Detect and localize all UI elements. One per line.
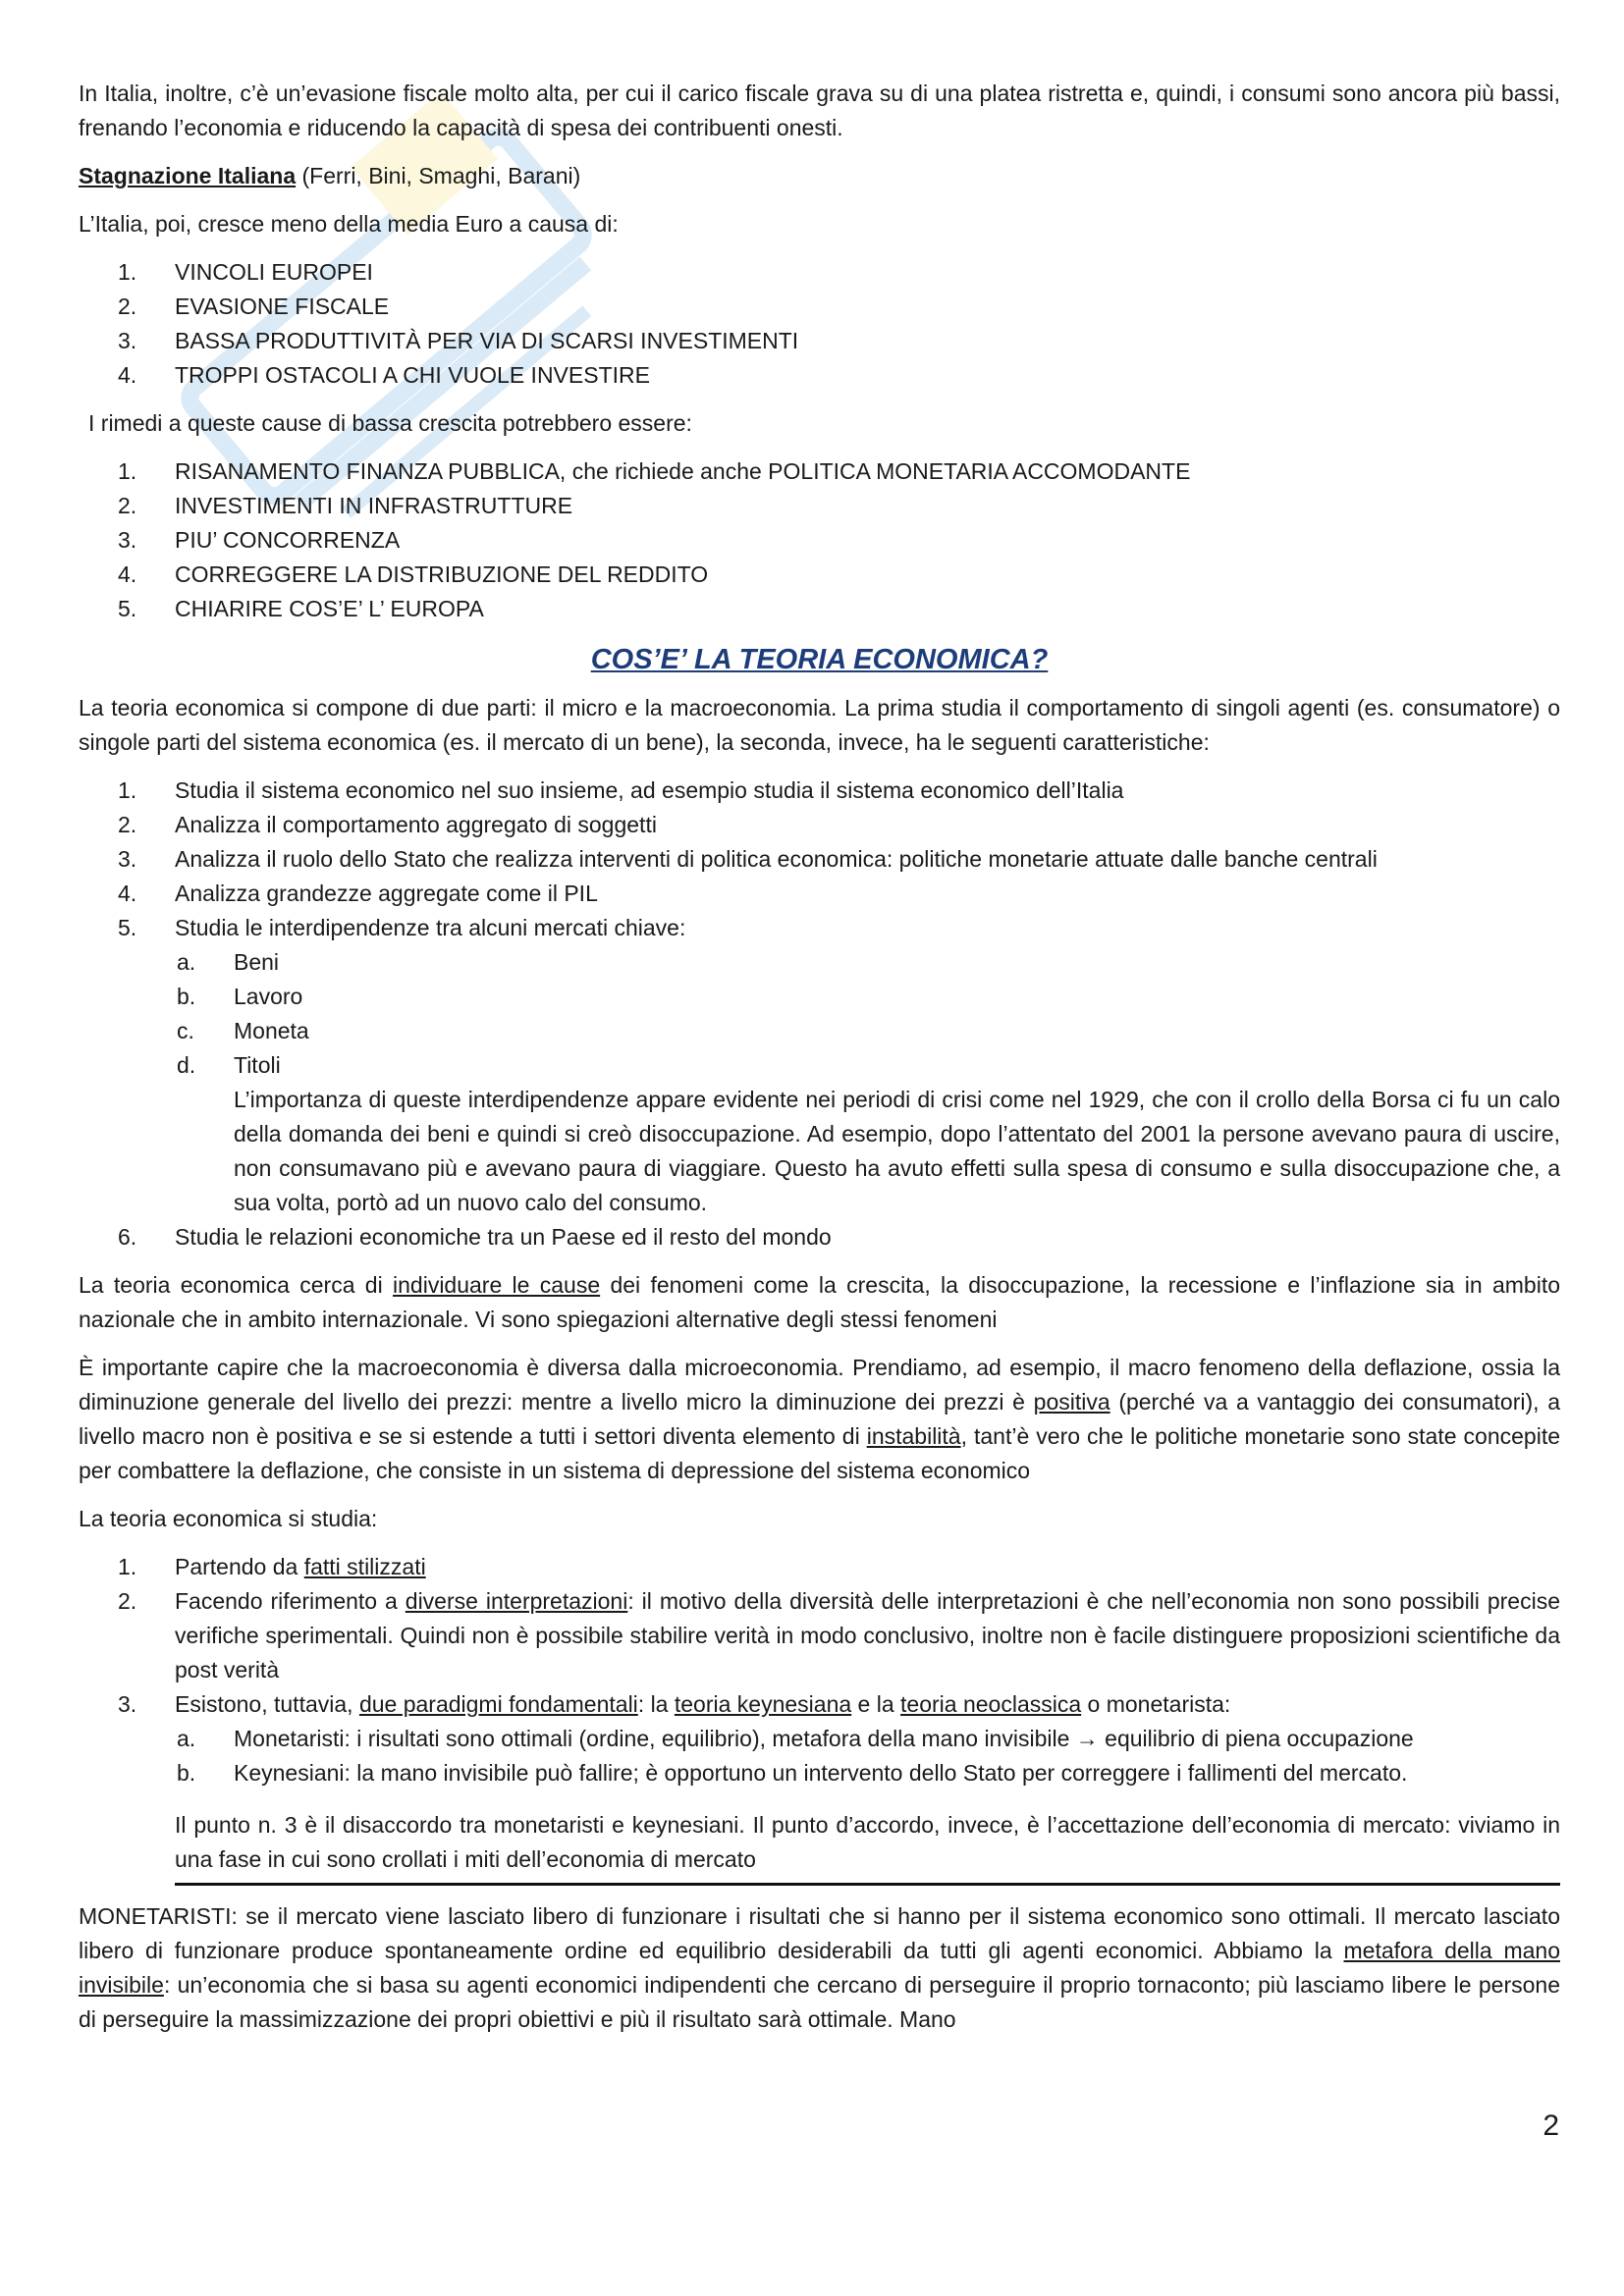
text-run: Keynesiani: la mano invisibile può fallire; è opportuno un intervento dello Stato per correggere i fallimenti del mercato. (234, 1760, 1408, 1786)
list-item (79, 1048, 1560, 1083)
list-item (79, 592, 1560, 626)
list-item-text: BASSA PRODUTTIVITÀ PER VIA DI SCARSI INVESTIMENTI (175, 328, 799, 353)
list-item (79, 324, 1560, 358)
theory-list (79, 774, 1560, 945)
list-letter: b. (177, 984, 196, 1009)
list-number: 4. (118, 362, 137, 388)
text-run: , tant’è vero che le politiche monetarie sono state concepite per combattere la deflazione, che consiste in un sistema di depressione del sistema economico (79, 1423, 1560, 1483)
study-lead: La teoria economica si studia: (79, 1506, 378, 1531)
list-item-text: CORREGGERE LA DISTRIBUZIONE DEL REDDITO (175, 561, 709, 587)
list-item-text: Studia le interdipendenze tra alcuni mercati chiave: (175, 915, 686, 940)
list-item (79, 877, 1560, 911)
underlined-text: teoria keynesiana (674, 1691, 852, 1717)
text-run: : la (637, 1691, 675, 1717)
list-number: 3. (118, 1691, 137, 1717)
list-item-text: EVASIONE FISCALE (175, 294, 390, 319)
list-item-text: Analizza il comportamento aggregato di soggetti (175, 812, 657, 837)
list-item (79, 558, 1560, 592)
text-run: o monetarista: (1081, 1691, 1231, 1717)
study-list (79, 1550, 1560, 1722)
intro-paragraph: In Italia, inoltre, c’è un’evasione fiscale molto alta, per cui il carico fiscale grava su di una platea ristretta e, quindi, i consumi sono ancora più bassi, frenando l’economia e riducendo la capacità di spesa dei contribuenti onesti. (79, 80, 1560, 140)
list-number: 4. (118, 881, 137, 906)
list-item (79, 808, 1560, 842)
text-run: e la (851, 1691, 901, 1717)
list-number: 3. (118, 527, 137, 553)
list-item (79, 911, 1560, 945)
text-run: : un’economia che si basa su agenti economici indipendenti che cercano di perseguire il proprio tornaconto; più lasciamo libere le persone di perseguire la massimizzazione dei propri obiettivi e più il risultato sarà ottimale. Mano (79, 1972, 1560, 2032)
list-item-text: CHIARIRE COS’E’ L’ EUROPA (175, 596, 484, 621)
list-letter: a. (177, 949, 196, 975)
list-letter: c. (177, 1018, 194, 1043)
list-number: 4. (118, 561, 137, 587)
list-letter: d. (177, 1052, 196, 1078)
section-heading: COS’E’ LA TEORIA ECONOMICA? (590, 644, 1049, 675)
list-number: 2. (118, 1588, 137, 1614)
stagnation-title: Stagnazione Italiana (79, 163, 297, 188)
horizontal-rule (175, 1883, 1560, 1886)
list-item-text: INVESTIMENTI IN INFRASTRUTTURE (175, 493, 573, 518)
list-item-text: Lavoro (234, 984, 303, 1009)
list-item-text: Beni (234, 949, 280, 975)
list-number: 6. (118, 1224, 137, 1250)
markets-list (79, 945, 1560, 1083)
arrow-right-icon: → (1075, 1726, 1099, 1751)
text-run: MONETARISTI: se il mercato viene lasciato libero di funzionare i risultati che si hanno per il sistema economico sono ottimali. Il mercato lasciato libero di funzionare produce spontaneamente ordine ed equilibrio desiderabili da tutti gli agenti economici. Abbiamo la (79, 1903, 1560, 1963)
page-number: 2 (1543, 2109, 1559, 2142)
underlined-text: metafora della mano invisibile (79, 1938, 1560, 1998)
stagnation-title-line (79, 159, 1560, 193)
list-item (79, 523, 1560, 558)
paradigms-list (79, 1722, 1560, 1790)
list-item (79, 842, 1560, 877)
text-run: Monetaristi: i risultati sono ottimali (ordine, equilibrio), metafora della mano invisibile (234, 1726, 1076, 1751)
list-item (79, 454, 1560, 489)
causes-list (79, 255, 1560, 393)
list-item (79, 945, 1560, 980)
list-letter: b. (177, 1760, 196, 1786)
text-run: Esistono, tuttavia, (175, 1691, 359, 1717)
text-run: : il motivo della diversità delle interpretazioni è che nell’economia non sono possibili precise verifiche sperimentali. Quindi non è possibile stabilire verità in modo conclusivo, inoltre non è facile distinguere proposizioni scientifiche da post verità (175, 1588, 1560, 1682)
list-number: 1. (118, 777, 137, 803)
list-letter: a. (177, 1726, 196, 1751)
list-item-text: TROPPI OSTACOLI A CHI VUOLE INVESTIRE (175, 362, 650, 388)
list-item-text: VINCOLI EUROPEI (175, 259, 373, 285)
remedies-list (79, 454, 1560, 626)
theory-list-continued (79, 1220, 1560, 1255)
text-run: equilibrio di piena occupazione (1098, 1726, 1414, 1751)
stagnation-authors: (Ferri, Bini, Smaghi, Barani) (296, 163, 581, 188)
list-number: 2. (118, 493, 137, 518)
remedies-lead: I rimedi a queste cause di bassa crescita potrebbero essere: (88, 410, 692, 436)
list-item (79, 1014, 1560, 1048)
underlined-text: teoria neoclassica (900, 1691, 1082, 1717)
list-item-text: RISANAMENTO FINANZA PUBBLICA, che richiede anche POLITICA MONETARIA ACCOMODANTE (175, 458, 1191, 484)
text-run: La teoria economica cerca di (79, 1272, 394, 1298)
list-number: 2. (118, 812, 137, 837)
list-number: 2. (118, 294, 137, 319)
theory-intro: La teoria economica si compone di due parti: il micro e la macroeconomia. La prima studia il comportamento di singoli agenti (es. consumatore) o singole parti del sistema economica (es. il mercato di un bene), la seconda, invece, ha le seguenti caratteristiche: (79, 695, 1560, 755)
list-number: 5. (118, 596, 137, 621)
list-number: 3. (118, 846, 137, 872)
underlined-text: fatti stilizzati (303, 1554, 426, 1579)
list-number: 5. (118, 915, 137, 940)
text-run: Facendo riferimento a (175, 1588, 406, 1614)
list-item-text: PIU’ CONCORRENZA (175, 527, 401, 553)
text-run: (perché va a vantaggio dei consumatori), a livello macro non è positiva e se si estende a tutti i settori diventa elemento di (79, 1389, 1561, 1449)
text-run: È importante capire che la macroeconomia è diversa dalla microeconomia. Prendiamo, ad esempio, il macro fenomeno della deflazione, ossia la diminuzione generale del livello dei prezzi: mentre a livello micro la diminuzione dei prezzi è (79, 1355, 1560, 1415)
list-item-text: Studia le relazioni economiche tra un Paese ed il resto del mondo (175, 1224, 832, 1250)
list-number: 3. (118, 328, 137, 353)
underlined-text: due paradigmi fondamentali (358, 1691, 638, 1717)
list-item-text: Analizza grandezze aggregate come il PIL (175, 881, 598, 906)
underlined-text: instabilità (866, 1423, 961, 1449)
list-item (79, 1756, 1560, 1790)
causes-paragraph (79, 1268, 1560, 1337)
text-run: Partendo da (175, 1554, 304, 1579)
list-item (79, 1220, 1560, 1255)
list-item (79, 489, 1560, 523)
list-item (79, 1550, 1560, 1584)
markets-note: L’importanza di queste interdipendenze appare evidente nei periodi di crisi come nel 1929, che con il crollo della Borsa ci fu un calo della domanda dei beni e quindi si creò disoccupazione. Ad esempio, dopo l’attentato del 2001 la persone avevano paura di uscire, non consumavano più e avevano paura di viaggiare. Questo ha avuto effetti sulla spesa di consumo e sulla disoccupazione che, a sua volta, portò ad un nuovo calo del consumo. (234, 1087, 1560, 1215)
disagreement-note: Il punto n. 3 è il disaccordo tra monetaristi e keynesiani. Il punto d’accordo, invece, è l’accettazione dell’economia di mercato: viviamo in una fase in cui sono crollati i miti dell’economia di mercato (175, 1812, 1560, 1872)
list-item-text: Moneta (234, 1018, 309, 1043)
list-number: 1. (118, 1554, 137, 1579)
underlined-text: positiva (1033, 1389, 1110, 1415)
list-item (79, 358, 1560, 393)
underlined-text: diverse interpretazioni (405, 1588, 628, 1614)
stagnation-lead: L’Italia, poi, cresce meno della media Euro a causa di: (79, 211, 619, 237)
list-item (79, 774, 1560, 808)
list-item (79, 1687, 1560, 1722)
list-item (79, 980, 1560, 1014)
list-number: 1. (118, 458, 137, 484)
list-item-text: Studia il sistema economico nel suo insieme, ad esempio studia il sistema economico dell’Italia (175, 777, 1124, 803)
list-item (79, 290, 1560, 324)
underlined-text: individuare le cause (393, 1272, 601, 1298)
list-item (79, 1584, 1560, 1687)
list-number: 1. (118, 259, 137, 285)
monetarists-paragraph (79, 1899, 1560, 2037)
text-run: dei fenomeni come la crescita, la disoccupazione, la recessione e l’inflazione sia in ambito nazionale che in ambito internazionale. Vi sono spiegazioni alternative degli stessi fenomeni (79, 1272, 1560, 1332)
list-item (79, 255, 1560, 290)
deflation-paragraph (79, 1351, 1560, 1488)
document-page (79, 77, 1560, 2051)
list-item-text: Titoli (234, 1052, 281, 1078)
list-item-text: Analizza il ruolo dello Stato che realizza interventi di politica economica: politiche monetarie attuate dalle banche centrali (175, 846, 1378, 872)
list-item (79, 1722, 1560, 1756)
